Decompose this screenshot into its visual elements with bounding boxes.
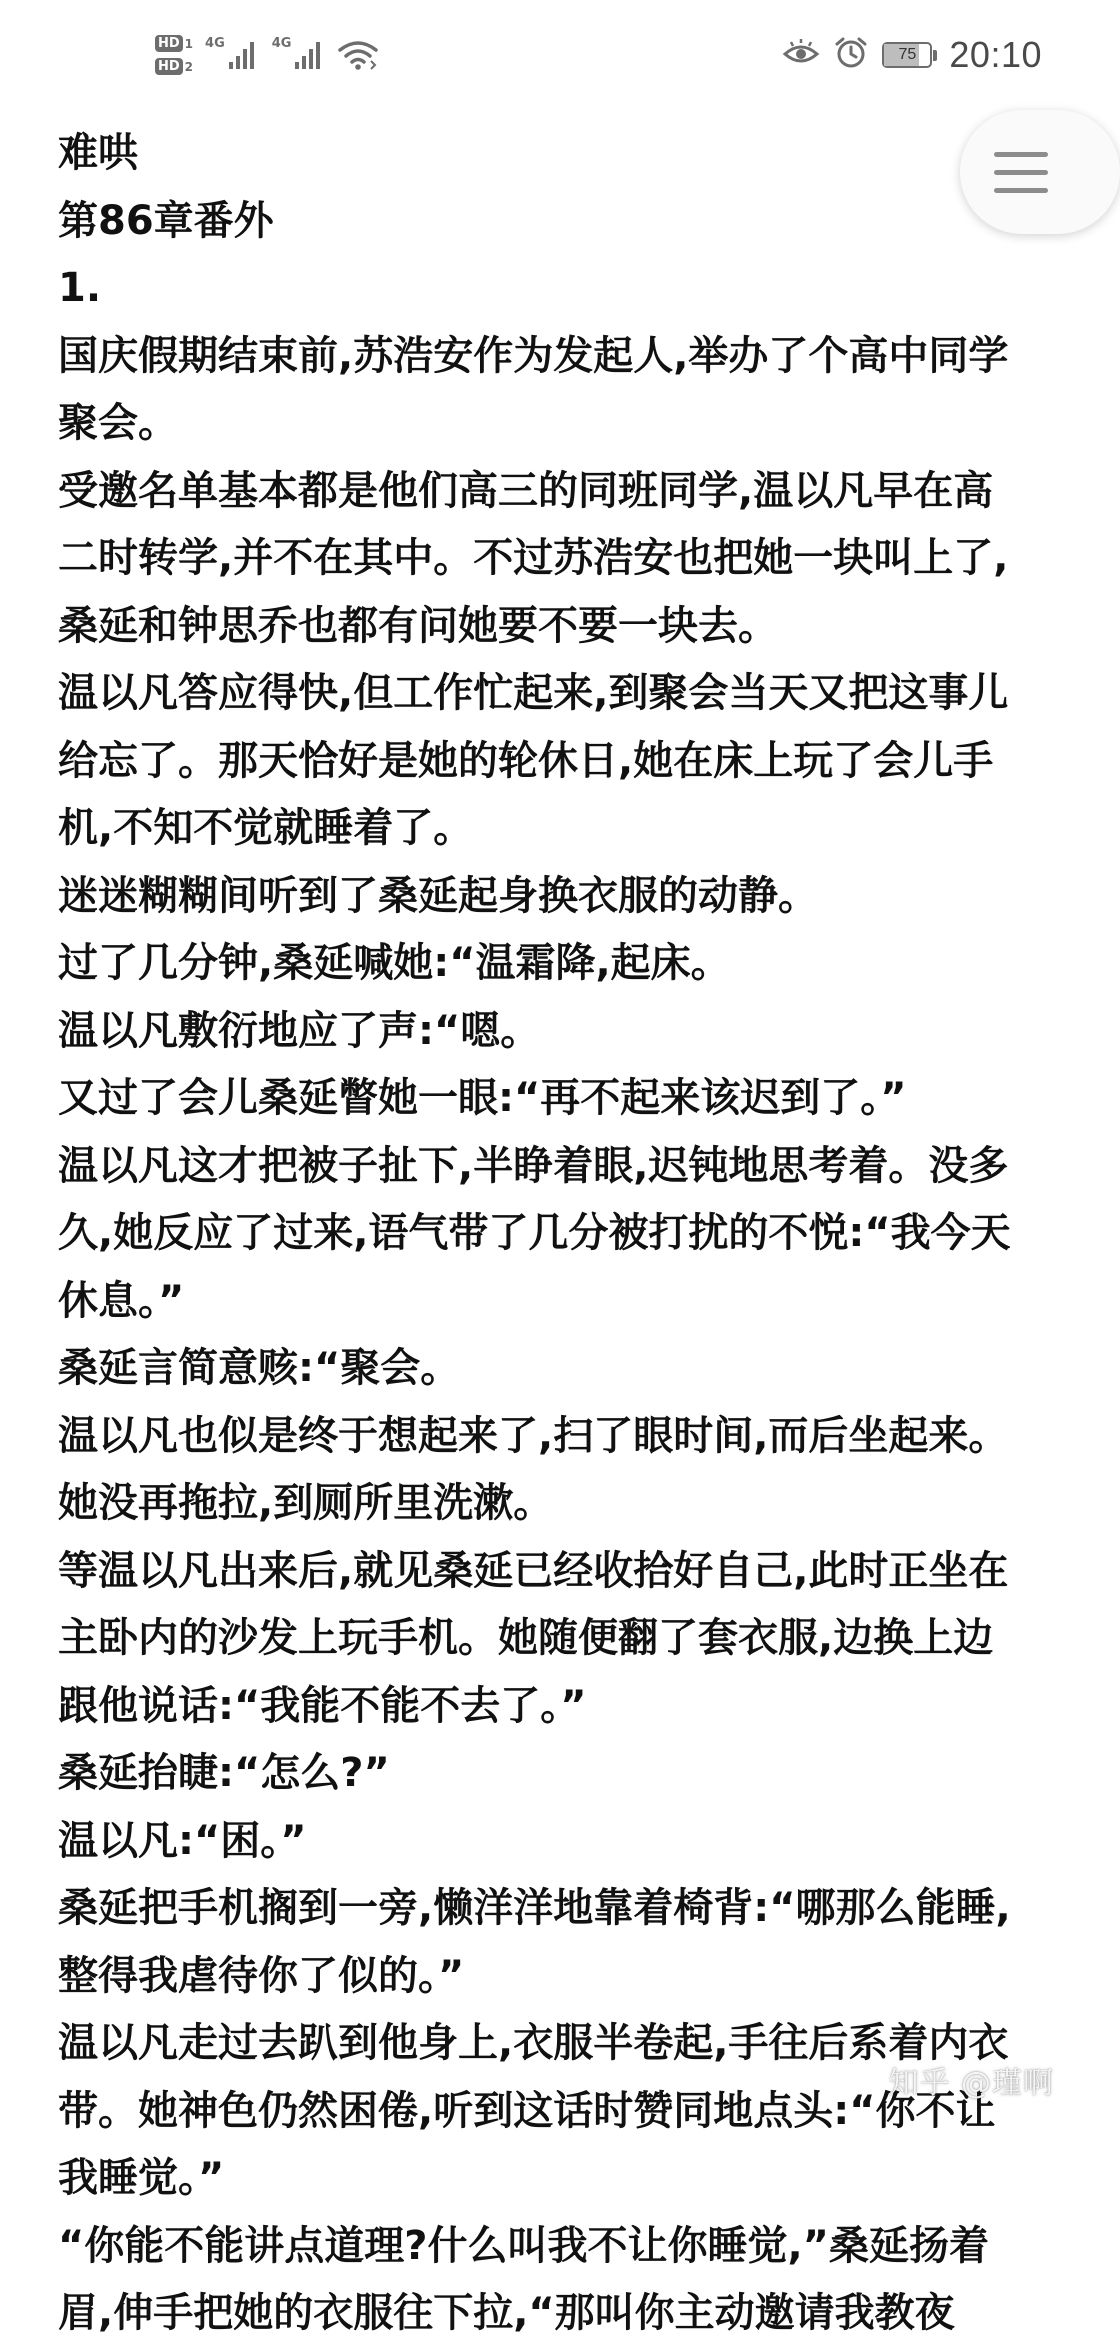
article-body [58,120,1018,2348]
network-type-sim1: 4G [205,36,225,51]
paragraph: 温以凡敷衍地应了声:“嗯。 [58,1007,541,1054]
chapter-title: 第86章番外 [58,197,274,244]
battery-cap [933,50,937,61]
battery-indicator [882,42,937,68]
paragraph: 桑延把手机搁到一旁,懒洋洋地靠着椅背:“哪那么能睡,整得我虐待你了似的。” [58,1885,1011,1999]
status-clock: 20:10 [949,34,1042,75]
paragraph: 桑延抬睫:“怎么?” [58,1750,390,1796]
battery-level-text: 75 [898,46,917,63]
sim2-hd-label: HD [155,58,183,75]
signal-sim2 [271,36,325,70]
status-right [782,34,1042,76]
wifi-icon [338,39,378,71]
paragraph: 过了几分钟,桑延喊她:“温霜降,起床。 [58,940,731,986]
paragraph: 温以凡走过去趴到他身上,衣服半卷起,手往后系着内衣带。她神色仍然困倦,听到这话时赞同地点头:“你不让我睡觉。” [58,2020,1009,2201]
network-type-sim2: 4G [271,36,292,51]
sim2-number: 2 [184,59,194,74]
paragraph: 桑延言简意赅:“聚会。 [58,1345,461,1391]
eye-icon [782,38,820,72]
paragraph: 受邀名单基本都是他们高三的同班同学,温以凡早在高二时转学,并不在其中。不过苏浩安也把她一块叫上了,桑延和钟思乔也都有问她要不要一块去。 [58,467,1009,649]
paragraph: 温以凡这才把被子扯下,半睁着眼,迟钝地思考着。没多久,她反应了过来,语气带了几分被打扰的不悦:“我今天休息。” [58,1142,1011,1324]
book-title: 难哄 [58,130,138,176]
paragraph: 国庆假期结束前,苏浩安作为发起人,举办了个高中同学聚会。 [58,332,1009,446]
sim1-hd-badge [155,35,193,52]
paragraph: 温以凡答应得快,但工作忙起来,到聚会当天又把这事儿给忘了。那天恰好是她的轮休日,她在床上玩了会儿手机,不知不觉就睡着了。 [58,670,1009,851]
paragraph: 温以凡也似是终于想起来了,扫了眼时间,而后坐起来。她没再拖拉,到厕所里洗漱。 [58,1412,1009,1526]
signal-sim1 [205,36,258,70]
status-bar [0,0,1080,110]
zhihu-watermark: 知乎 @瑾啊 [888,2066,1054,2101]
paragraph: 迷迷糊糊间听到了桑延起身换衣服的动静。 [58,872,818,919]
alarm-icon [834,36,868,74]
paragraph: 又过了会儿桑延瞥她一眼:“再不起来该迟到了。” [58,1075,907,1121]
battery-body [882,42,932,68]
paragraph: “你能不能讲点道理?什么叫我不让你睡觉,”桑延扬着眉,伸手把她的衣服往下拉,“那叫你主动邀请我教夜 [58,2222,989,2336]
signal-bars-icon [228,40,258,70]
sim1-hd-label: HD [155,35,183,52]
status-left [155,35,378,75]
paragraph: 温以凡:“困。” [58,1817,307,1864]
sim1-number: 1 [184,36,194,51]
signal-bars-icon [294,40,324,70]
sim-indicators [155,35,193,75]
sim2-hd-badge [155,58,193,75]
paragraph: 等温以凡出来后,就见桑延已经收拾好自己,此时正坐在主卧内的沙发上玩手机。她随便翻了套衣服,边换上边跟他说话:“我能不能不去了。” [58,1547,1009,1729]
section-number: 1. [58,265,102,311]
